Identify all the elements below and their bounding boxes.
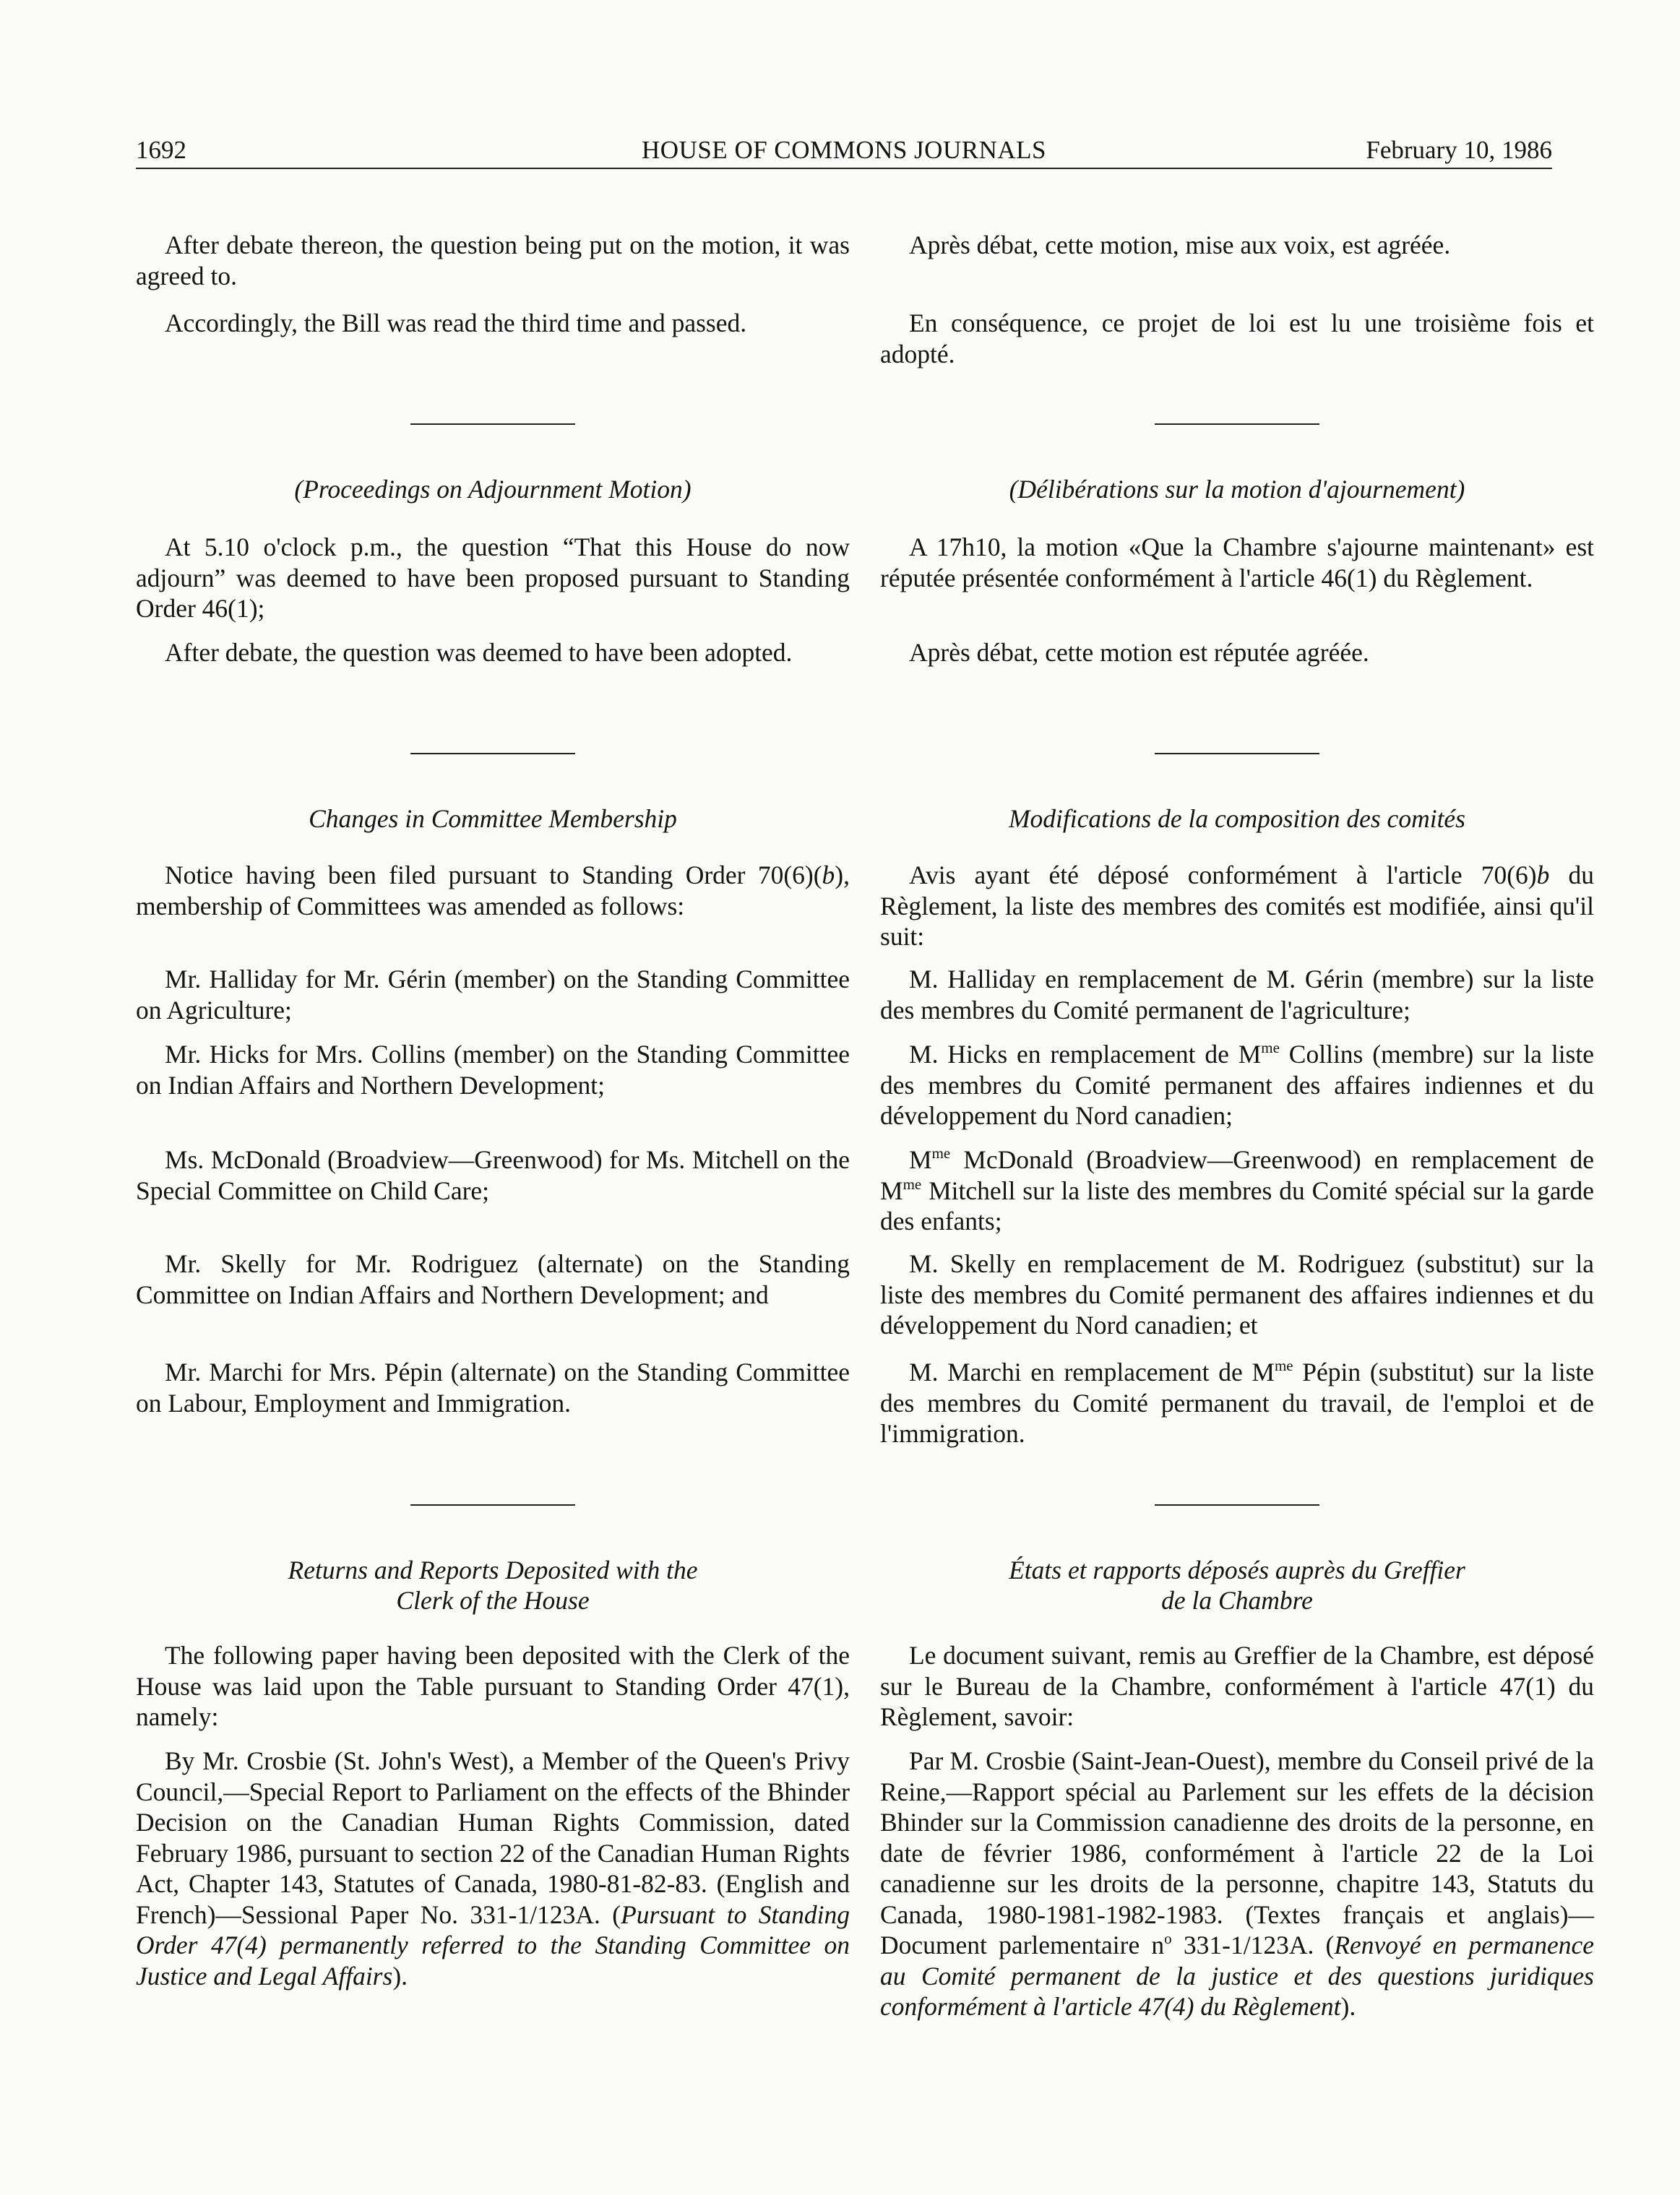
paragraph: After debate thereon, the question being put on the motion, it was agreed to. bbox=[136, 230, 850, 290]
journal-title: HOUSE OF COMMONS JOURNALS bbox=[642, 136, 1046, 164]
section-heading: (Délibérations sur la motion d'ajournement) bbox=[1009, 475, 1465, 504]
paragraph: Le document suivant, remis au Greffier de la Chambre, est déposé sur le Bureau de la Chambre, conformément à l'article 47(1) du Règlement, savoir: bbox=[880, 1641, 1594, 1731]
section-separator bbox=[410, 1504, 575, 1506]
list-item: Mr. Hicks for Mrs. Collins (member) on the Standing Committee on Indian Affairs and Northern Development; bbox=[136, 1040, 850, 1100]
list-item: M. Marchi en remplacement de $M^{me}$ Pépin (substitut) sur la liste des membres du Comité permanent du travail, de l'emploi et de l'immigration. bbox=[880, 1357, 1594, 1448]
paragraph: At 5.10 o'clock p.m., the question “That this House do now adjourn” was deemed to have been proposed pursuant to Standing Order 46(1); bbox=[136, 532, 850, 623]
journal-date: February 10, 1986 bbox=[1366, 136, 1552, 164]
paragraph: Accordingly, the Bill was read the third time and passed. bbox=[165, 309, 747, 337]
section-heading: Changes in Committee Membership bbox=[309, 804, 677, 833]
paragraph: Après débat, cette motion est réputée agréée. bbox=[909, 638, 1369, 667]
paragraph: En conséquence, ce projet de loi est lu une troisième fois et adopté. bbox=[880, 309, 1594, 368]
list-item: $M^{me}$ McDonald (Broadview—Greenwood) en remplacement de $M^{me}$ Mitchell sur la liste des membres du Comité spécial sur la garde des enfants; bbox=[880, 1144, 1594, 1236]
section-separator bbox=[410, 753, 575, 754]
list-item: M. Hicks en remplacement de $M^{me}$ Collins (membre) sur la liste des membres du Comité permanent des affaires indiennes et du développement du Nord canadien; bbox=[880, 1039, 1594, 1130]
section-heading: Returns and Reports Deposited with the Clerk of the House bbox=[288, 1556, 698, 1615]
section-separator bbox=[410, 423, 575, 425]
section-heading: Modifications de la composition des comités bbox=[1008, 804, 1465, 833]
list-item: Ms. McDonald (Broadview—Greenwood) for Ms. Mitchell on the Special Committee on Child Care; bbox=[136, 1145, 850, 1205]
section-separator bbox=[1155, 753, 1319, 754]
paragraph: After debate, the question was deemed to have been adopted. bbox=[165, 638, 793, 667]
list-item: Mr. Halliday for Mr. Gérin (member) on the Standing Committee on Agriculture; bbox=[136, 965, 850, 1025]
page-number: 1692 bbox=[136, 136, 186, 164]
list-item: Mr. Skelly for Mr. Rodriguez (alternate) on the Standing Committee on Indian Affairs and Northern Development; and bbox=[136, 1249, 850, 1309]
list-item: Mr. Marchi for Mrs. Pépin (alternate) on the Standing Committee on Labour, Employment and Immigration. bbox=[136, 1358, 850, 1418]
section-heading: (Proceedings on Adjournment Motion) bbox=[294, 475, 692, 504]
paragraph: Avis ayant été déposé conformément à l'article 70(6)b du Règlement, la liste des membres des comités est modifiée, ainsi qu'il suit: bbox=[880, 861, 1595, 951]
section-separator bbox=[1155, 1504, 1319, 1506]
section-heading: États et rapports déposés auprès du Greffier de la Chambre bbox=[1009, 1556, 1465, 1615]
running-head bbox=[136, 131, 1552, 169]
paragraph: Par M. Crosbie (Saint-Jean-Ouest), membre du Conseil privé de la Reine,—Rapport spécial au Parlement sur les effets de la décision Bhinder sur la Commission canadienne des droits de la personne, en date de février 1986, conformément à l'article 22 de la Loi canadienne sur les droits de la personne, chapitre 143, Statuts du Canada, 1980-1981-1982-1983. (Textes français et anglais)—Document parlementaire $n^o$ 331-1/123A. (Renvoyé en permanence au Comité permanent de la justice et des questions juridiques conformément à l'article 47(4) du Règlement). bbox=[880, 1746, 1594, 2021]
header-rule bbox=[136, 168, 1552, 169]
paragraph: The following paper having been deposited with the Clerk of the House was laid upon the Table pursuant to Standing Order 47(1), namely: bbox=[136, 1641, 850, 1731]
list-item: M. Skelly en remplacement de M. Rodriguez (substitut) sur la liste des membres du Comité permanent des affaires indiennes et du développement du Nord canadien; et bbox=[880, 1249, 1594, 1340]
list-item: M. Halliday en remplacement de M. Gérin (membre) sur la liste des membres du Comité permanent de l'agriculture; bbox=[880, 965, 1594, 1025]
paragraph: Notice having been filed pursuant to Standing Order 70(6)(b), membership of Committees was amended as follows: bbox=[136, 861, 850, 920]
paragraph: Après débat, cette motion, mise aux voix, est agréée. bbox=[909, 230, 1451, 259]
paragraph: By Mr. Crosbie (St. John's West), a Member of the Queen's Privy Council,—Special Report to Parliament on the effects of the Bhinder Decision on the Canadian Human Rights Commission, dated February 1986, pursuant to section 22 of the Canadian Human Rights Act, Chapter 143, Statutes of Canada, 1980-81-82-83. (English and French)—Sessional Paper No. 331-1/123A. (Pursuant to Standing Order 47(4) permanently referred to the Standing Committee on Justice and Legal Affairs). bbox=[136, 1746, 850, 1991]
paragraph: A 17h10, la motion «Que la Chambre s'ajourne maintenant» est réputée présentée conformément à l'article 46(1) du Règlement. bbox=[880, 532, 1594, 592]
section-separator bbox=[1155, 423, 1319, 425]
